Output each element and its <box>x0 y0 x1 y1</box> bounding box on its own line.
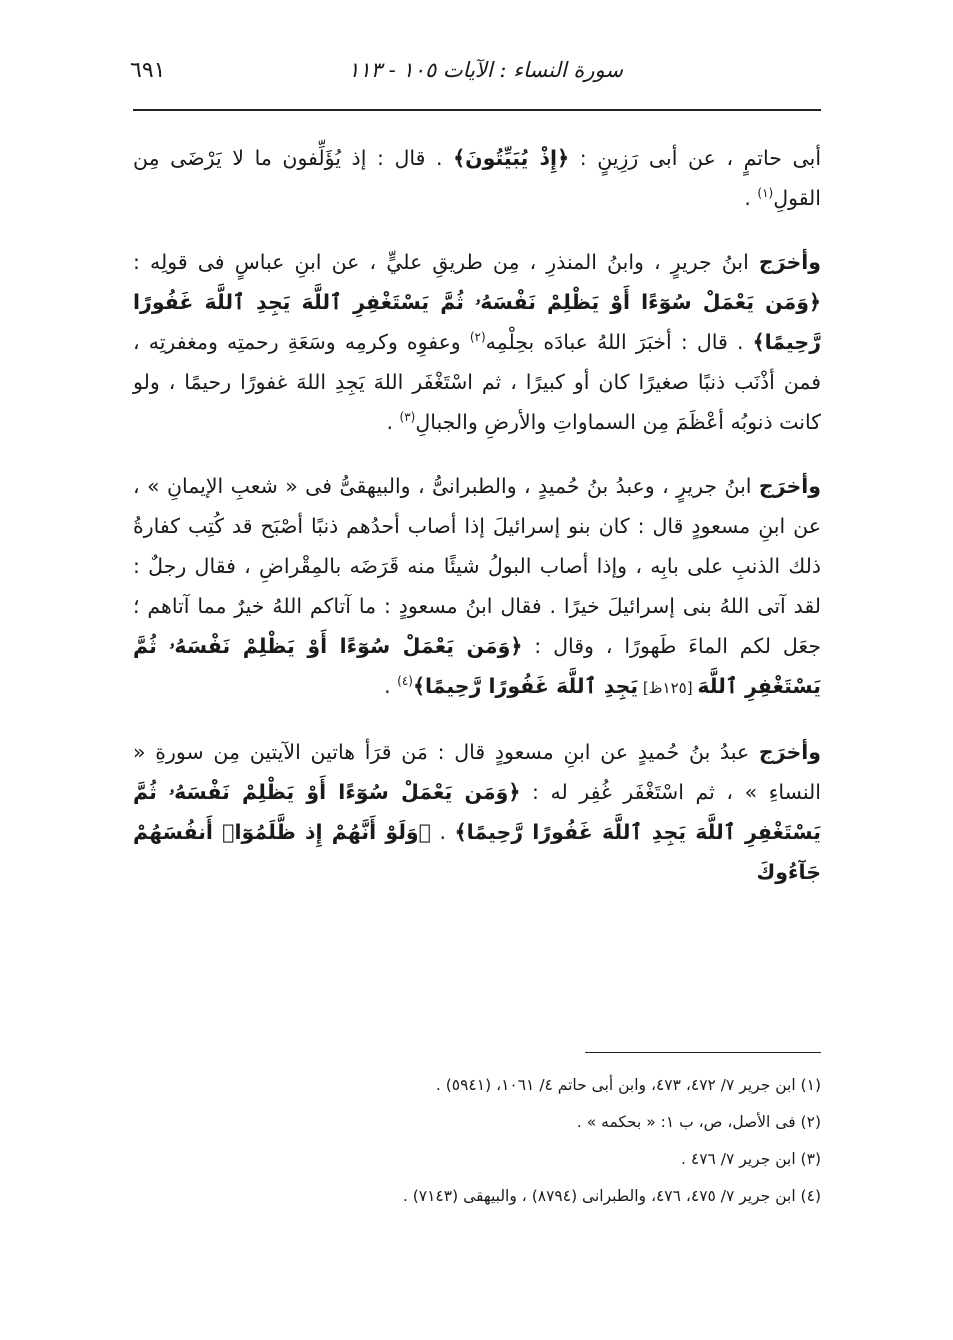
paragraph <box>133 138 821 218</box>
paragraph <box>133 466 821 708</box>
quran-verse: ﴿إِذْ يُبَيِّتُونَ﴾ <box>453 146 570 170</box>
footnote-reference: (٣) <box>399 410 416 425</box>
page-number: ٦٩١ <box>130 58 166 83</box>
text-run: . <box>384 674 398 698</box>
body-text <box>133 138 821 916</box>
text-run: ابنُ جريرٍ ، وابنُ المنذرِ ، مِن طريقِ عليٍّ ، عن ابنِ عباسٍ فى قولِه : <box>133 250 759 274</box>
text-run: . قال : إذ يُؤَلِّفون ما لا يَرْضَى مِن القولِ <box>133 146 821 210</box>
footnote-reference: (٤) <box>397 674 413 689</box>
footnote-reference: (٢) <box>469 330 486 345</box>
text-run: . <box>744 186 758 210</box>
footnote-2: (٢) فى الأصل، ص، ب ١: « بحكمه » . <box>576 1113 821 1131</box>
quran-verse: يَجِدِ ٱللَّهَ غَفُورًا رَّحِيمًا﴾ <box>412 674 639 698</box>
running-header <box>130 58 823 94</box>
quran-verse: ﴿وَمَن يَعْمَلْ سُوٓءًا أَوْ يَظْلِمْ نَفْسَهُۥ ثُمَّ يَسْتَغْفِرِ ٱللَّهَ <box>133 634 821 698</box>
text-run: ابنُ جريرٍ ، وعبدُ بنُ حُميدٍ ، والطبرانىُّ ، والبيهقىُّ فى « شعبِ الإيمانِ » ، عن ابنِ مسعودٍ قال : كان بنو إسرائيلَ إذا أصاب أحدُهم ذنبًا أصْبَح قد كُتِب كفارةُ ذلك الذنبِ على بابِه ، وإذا أصاب البولُ شيئًا منه قَرَضَه بالمِقْراضِ ، فقال رجلٌ : لقد آتى اللهُ بنى إسرائيلَ خيرًا . فقال ابنُ مسعودٍ : ما آتاكم اللهُ خيرٌ مما آتاهم ؛ جعَل لكم الماءَ طَهورًا ، وقال : <box>133 474 821 658</box>
quran-verse: ﴿وَلَوْ أَنَّهُمْ إِذ ظَّلَمُوٓا۟ أَنفُسَهُمْ جَآءُوكَ <box>133 820 821 884</box>
text-run: عبدُ بنُ حُميدٍ عن ابنِ مسعودٍ قال : مَن قرَأ هاتين الآيتين مِن سورةِ « النساءِ » ، ثم اسْتَغْفَر غُفِر له : <box>133 740 821 804</box>
text-run: . <box>386 410 400 434</box>
paragraph-lead: وأخرَج <box>758 250 821 274</box>
paragraph-lead: وأخرَج <box>758 474 821 498</box>
text-run: . <box>430 820 455 844</box>
paragraph <box>133 732 821 892</box>
paragraph <box>133 242 821 442</box>
footnote-3: (٣) ابن جرير ٧/ ٤٧٦ . <box>681 1150 821 1168</box>
footnotes <box>133 1067 821 1215</box>
footnote-1: (١) ابن جرير ٧/ ٤٧٢، ٤٧٣، وابن أبى حاتم ٤/ ١٠٦١، (٥٩٤١) . <box>435 1076 821 1094</box>
footnote-4: (٤) ابن جرير ٧/ ٤٧٥، ٤٧٦، والطبرانى (٨٧٩٤) ، والبيهقى (٧١٤٣) . <box>402 1187 821 1205</box>
quran-verse: ﴿وَمَن يَعْمَلْ سُوٓءًا أَوْ يَظْلِمْ نَفْسَهُۥ ثُمَّ يَسْتَغْفِرِ ٱللَّهَ يَجِدِ ٱللَّهَ غَفُورًا رَّحِيمًا﴾ <box>133 780 821 844</box>
quran-verse: ﴿وَمَن يَعْمَلْ سُوٓءًا أَوْ يَظْلِمْ نَفْسَهُۥ ثُمَّ يَسْتَغْفِرِ ٱللَّهَ يَجِدِ ٱللَّهَ غَفُورًا رَّحِيمًا﴾ <box>133 290 821 354</box>
paragraph-lead: وأخرَج <box>758 740 821 764</box>
header-title: سورة النساء : الآيات ١٠٥ - ١١٣ <box>348 58 623 82</box>
text-run: وعفوِه وكرمِه وسَعَةِ رحمتِه ومغفرتِه ، فمن أذْنَب ذنبًا صغيرًا كان أو كبيرًا ، ثم اسْتَغْفَر اللهَ يَجِدِ اللهَ غفورًا رحيمًا ، ولو كانت ذنوبُه أعْظَمَ مِن السماواتِ والأرضِ والجبالِ <box>133 330 821 434</box>
header-rule <box>133 109 821 111</box>
text-run: أبى حاتمٍ ، عن أبى رَزِينٍ : <box>569 146 822 170</box>
manuscript-folio-marker: [١٢٥ظ] <box>638 679 698 697</box>
text-run: . قال : أخبَرَ اللهُ عبادَه بحِلْمِه <box>485 330 753 354</box>
footnote-reference: (١) <box>757 186 774 201</box>
footnote-rule <box>585 1052 821 1053</box>
